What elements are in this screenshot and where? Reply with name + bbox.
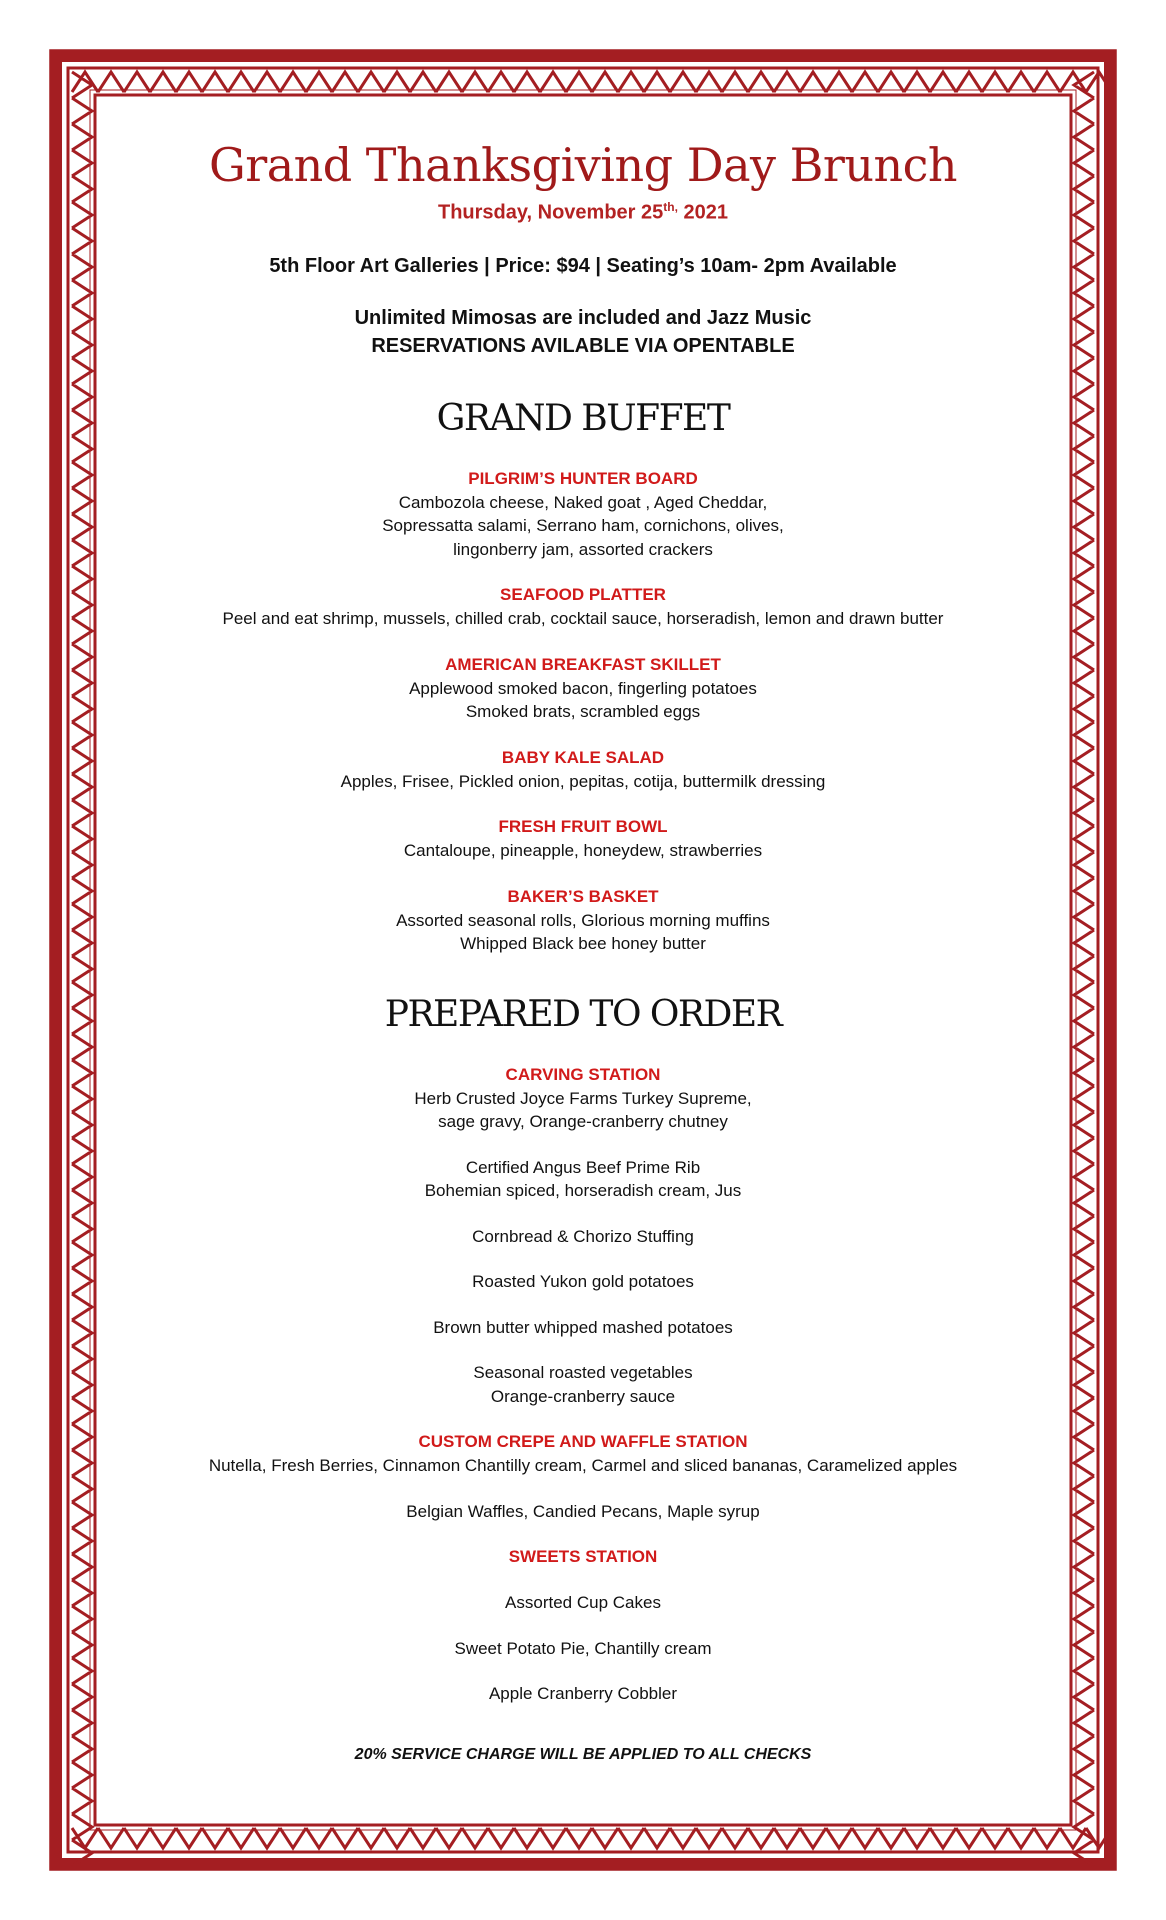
- dish-line: Seasonal roasted vegetables: [473, 1363, 693, 1383]
- section-heading-prepared: PREPARED TO ORDER: [384, 993, 782, 1035]
- prepared-list: [96, 1063, 1070, 1706]
- menu-item-name: SEAFOOD PLATTER: [500, 585, 666, 605]
- dish-line: sage gravy, Orange-cranberry chutney: [438, 1112, 728, 1132]
- station-dish: [96, 1637, 1070, 1661]
- menu-item-description: Assorted seasonal rolls, Glorious morning muffins: [396, 910, 770, 930]
- menu-item-description: Sopressatta salami, Serrano ham, cornichons, olives,: [382, 516, 784, 536]
- page-title: Grand Thanksgiving Day Brunch: [208, 138, 958, 192]
- buffet-list: [96, 467, 1070, 956]
- menu-item-description: Cambozola cheese, Naked goat , Aged Cheddar,: [398, 492, 768, 512]
- station-name: CUSTOM CREPE AND WAFFLE STATION: [418, 1432, 748, 1452]
- dish-line: Roasted Yukon gold potatoes: [472, 1272, 694, 1292]
- promo-line: Unlimited Mimosas are included and Jazz Music: [354, 306, 812, 329]
- menu-item-name: FRESH FRUIT BOWL: [498, 817, 668, 837]
- menu-item: [96, 885, 1070, 956]
- menu-item-description: Apples, Frisee, Pickled onion, pepitas, cotija, buttermilk dressing: [340, 771, 826, 791]
- dish-line: Cornbread & Chorizo Stuffing: [472, 1226, 694, 1246]
- menu-item: [96, 815, 1070, 863]
- dish-line: Belgian Waffles, Candied Pecans, Maple syrup: [406, 1501, 760, 1521]
- menu-item: [96, 583, 1070, 631]
- menu-item: [96, 467, 1070, 562]
- menu-item-name: PILGRIM’S HUNTER BOARD: [468, 468, 698, 488]
- menu-item: [96, 653, 1070, 724]
- dish-line: Sweet Potato Pie, Chantilly cream: [454, 1638, 712, 1658]
- section-heading-buffet: GRAND BUFFET: [436, 397, 730, 439]
- menu-page: [96, 96, 1070, 1824]
- dish-line: Bohemian spiced, horseradish cream, Jus: [424, 1181, 742, 1201]
- menu-item-description: lingonberry jam, assorted crackers: [453, 539, 713, 559]
- menu-item-name: AMERICAN BREAKFAST SKILLET: [445, 654, 721, 674]
- station-dish: [96, 1156, 1070, 1203]
- station-carving: [96, 1063, 1070, 1409]
- station-dish: [96, 1316, 1070, 1340]
- event-date: Thursday, November $25^{th,}$ 2021: [438, 200, 728, 224]
- station-dish: [96, 1225, 1070, 1249]
- station-dish: [96, 1361, 1070, 1408]
- station-name: SWEETS STATION: [508, 1547, 658, 1567]
- menu-item: [96, 746, 1070, 794]
- dish-line: Orange-cranberry sauce: [490, 1386, 676, 1406]
- dish-line: Nutella, Fresh Berries, Cinnamon Chantilly cream, Carmel and sliced bananas, Caramelized apples: [208, 1456, 958, 1476]
- menu-item-description: Smoked brats, scrambled eggs: [465, 702, 701, 722]
- station-dish: [96, 1454, 1070, 1478]
- station-name: CARVING STATION: [505, 1064, 661, 1084]
- station-dish: [96, 1270, 1070, 1294]
- menu-item-description: Whipped Black bee honey butter: [460, 934, 706, 954]
- station-dish: [96, 1682, 1070, 1706]
- reservations-line: RESERVATIONS AVILABLE VIA OPENTABLE: [371, 334, 795, 357]
- dish-line: Herb Crusted Joyce Farms Turkey Supreme,: [414, 1088, 752, 1108]
- dish-line: Assorted Cup Cakes: [505, 1593, 661, 1613]
- station-dish: [96, 1500, 1070, 1524]
- event-info: 5th Floor Art Galleries | Price: $94 | Seating’s 10am- 2pm Available: [269, 254, 897, 277]
- station-crepe: [96, 1430, 1070, 1523]
- promo-text: [96, 304, 1070, 360]
- menu-item-name: BAKER’S BASKET: [507, 886, 659, 906]
- station-sweets: [96, 1545, 1070, 1706]
- station-dish: [96, 1087, 1070, 1134]
- service-charge-note: 20% SERVICE CHARGE WILL BE APPLIED TO ALL CHECKS: [354, 1745, 812, 1763]
- station-dish: [96, 1591, 1070, 1615]
- menu-item-name: BABY KALE SALAD: [501, 747, 665, 767]
- dish-line: Brown butter whipped mashed potatoes: [433, 1317, 733, 1337]
- dish-line: Apple Cranberry Cobbler: [488, 1684, 678, 1704]
- dish-line: Certified Angus Beef Prime Rib: [465, 1157, 701, 1177]
- menu-item-description: Applewood smoked bacon, fingerling potatoes: [409, 678, 757, 698]
- menu-item-description: Cantaloupe, pineapple, honeydew, strawberries: [403, 841, 763, 861]
- menu-item-description: Peel and eat shrimp, mussels, chilled crab, cocktail sauce, horseradish, lemon and drawn butter: [222, 609, 944, 629]
